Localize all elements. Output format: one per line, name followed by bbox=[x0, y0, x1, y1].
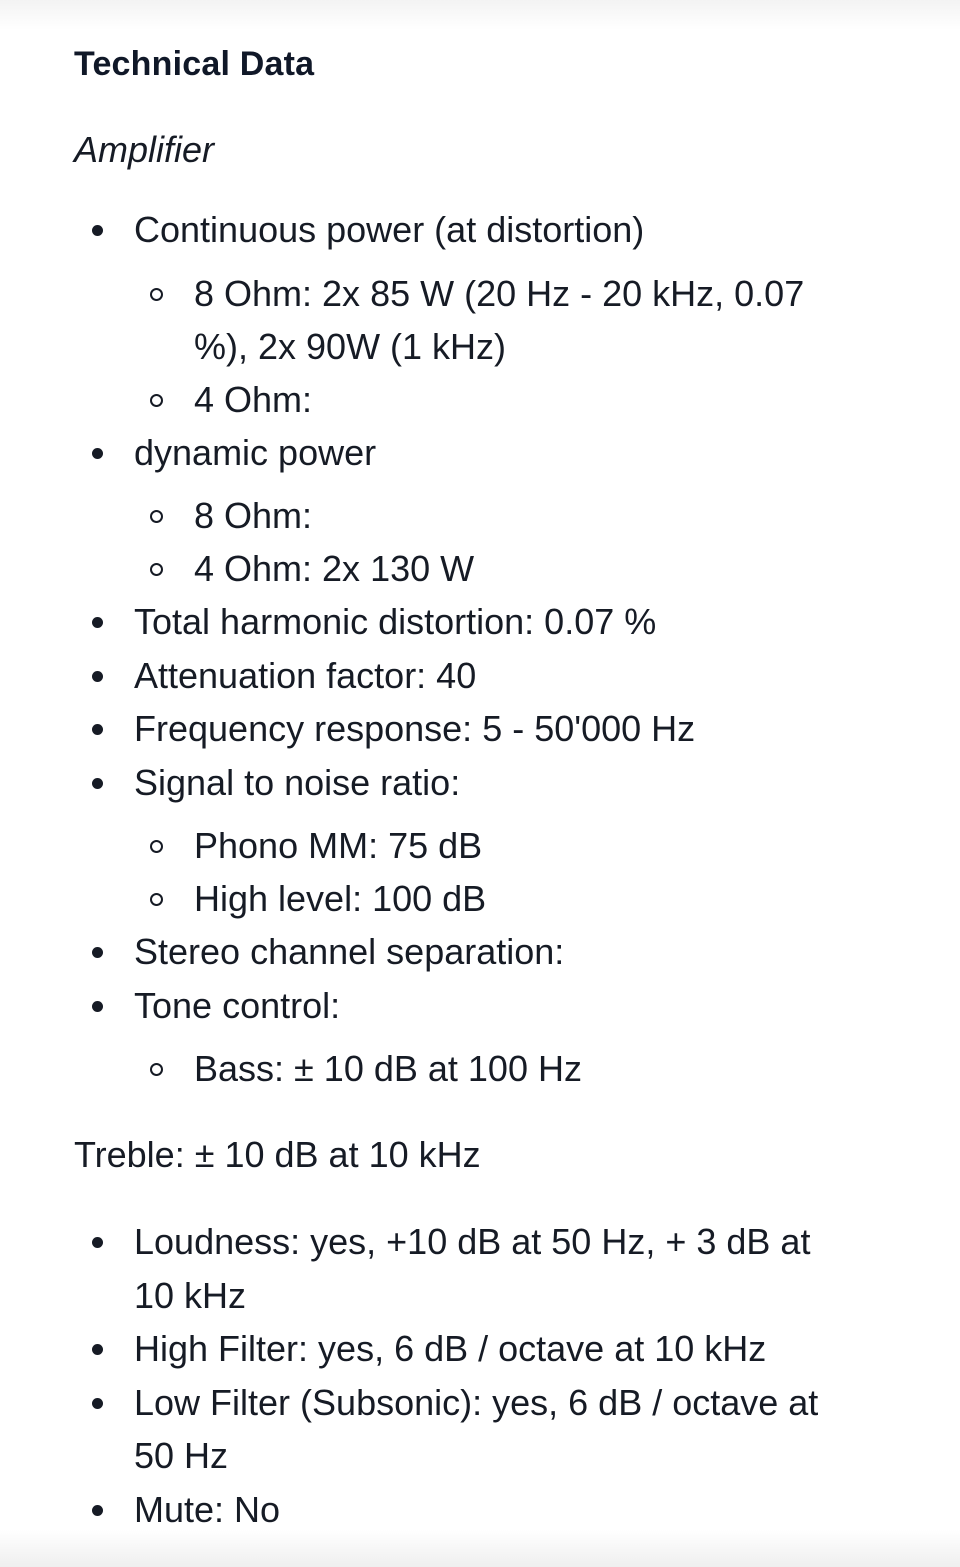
sub-list-item bbox=[134, 542, 834, 595]
sub-list bbox=[134, 819, 854, 925]
bullet-circle-icon bbox=[150, 394, 163, 407]
list-item-text: Mute: No bbox=[134, 1488, 281, 1530]
sub-list bbox=[134, 267, 854, 426]
bullet-disc-icon bbox=[92, 778, 103, 789]
list-item-text: High Filter: yes, 6 dB / octave at 10 kHz bbox=[134, 1328, 767, 1369]
list-item-text: dynamic power bbox=[134, 431, 377, 473]
sub-list-item bbox=[134, 373, 834, 426]
bullet-disc-icon bbox=[92, 1001, 103, 1012]
bullet-circle-icon bbox=[150, 563, 163, 576]
sub-list bbox=[134, 489, 854, 595]
bullet-disc-icon bbox=[92, 1237, 103, 1248]
sub-list-item-text: 8 Ohm: bbox=[194, 495, 313, 536]
sub-list bbox=[134, 1042, 854, 1095]
sub-list-item-text: 4 Ohm: bbox=[194, 378, 313, 420]
sub-list-item-text: 4 Ohm: 2x 130 W bbox=[194, 548, 475, 589]
list-item-text: Total harmonic distortion: 0.07 % bbox=[134, 601, 657, 642]
sub-list-item-text: High level: 100 dB bbox=[194, 878, 487, 919]
list-item-text: Stereo channel separation: bbox=[134, 931, 565, 972]
list-item bbox=[74, 756, 854, 926]
bullet-disc-icon bbox=[92, 947, 103, 958]
spec-list bbox=[74, 203, 894, 1095]
list-item bbox=[74, 1483, 854, 1537]
list-item-text: Loudness: yes, +10 dB at 50 Hz, + 3 dB at 10 kHz bbox=[134, 1221, 811, 1316]
bullet-circle-icon bbox=[150, 1063, 163, 1076]
bullet-disc-icon bbox=[92, 225, 103, 236]
bullet-circle-icon bbox=[150, 510, 163, 523]
bullet-circle-icon bbox=[150, 288, 163, 301]
list-item-text: Low Filter (Subsonic): yes, 6 dB / octave at 50 Hz bbox=[134, 1381, 819, 1476]
list-item-text: Tone control: bbox=[134, 984, 341, 1026]
list-item-text: Signal to noise ratio: bbox=[134, 761, 461, 803]
bullet-circle-icon bbox=[150, 840, 163, 853]
bullet-circle-icon bbox=[150, 893, 163, 906]
sub-list-item bbox=[134, 872, 834, 925]
list-item bbox=[74, 426, 854, 596]
list-item bbox=[74, 595, 854, 649]
spec-list-continued bbox=[74, 1215, 894, 1536]
sub-list-item-text: 8 Ohm: 2x 85 W (20 Hz - 20 kHz, 0.07 %), 2x 90W (1 kHz) bbox=[194, 272, 805, 367]
sub-list-item-text: Bass: ± 10 dB at 100 Hz bbox=[194, 1048, 582, 1089]
sub-list-item bbox=[134, 267, 834, 373]
bullet-disc-icon bbox=[92, 617, 103, 628]
list-item bbox=[74, 203, 854, 426]
list-item bbox=[74, 1322, 854, 1376]
sub-list-item bbox=[134, 1042, 834, 1095]
bullet-disc-icon bbox=[92, 671, 103, 682]
section-heading: Amplifier bbox=[74, 129, 215, 170]
list-item-text: Frequency response: 5 - 50'000 Hz bbox=[134, 708, 696, 749]
list-item-text: Continuous power (at distortion) bbox=[134, 209, 645, 250]
list-item bbox=[74, 702, 854, 756]
bullet-disc-icon bbox=[92, 724, 103, 735]
list-item bbox=[74, 925, 854, 979]
treble-paragraph: Treble: ± 10 dB at 10 kHz bbox=[74, 1134, 481, 1175]
list-item bbox=[74, 1215, 854, 1322]
bullet-disc-icon bbox=[92, 1505, 103, 1516]
bullet-disc-icon bbox=[92, 1398, 103, 1409]
sub-list-item bbox=[134, 819, 834, 872]
list-item bbox=[74, 649, 854, 703]
list-item-text: Attenuation factor: 40 bbox=[134, 654, 477, 696]
sub-list-item-text: Phono MM: 75 dB bbox=[194, 825, 483, 866]
sub-list-item bbox=[134, 489, 834, 542]
list-item bbox=[74, 1376, 854, 1483]
bullet-disc-icon bbox=[92, 448, 103, 459]
page-title: Technical Data bbox=[74, 45, 315, 83]
list-item bbox=[74, 979, 854, 1096]
document-body bbox=[74, 40, 894, 1536]
bullet-disc-icon bbox=[92, 1344, 103, 1355]
